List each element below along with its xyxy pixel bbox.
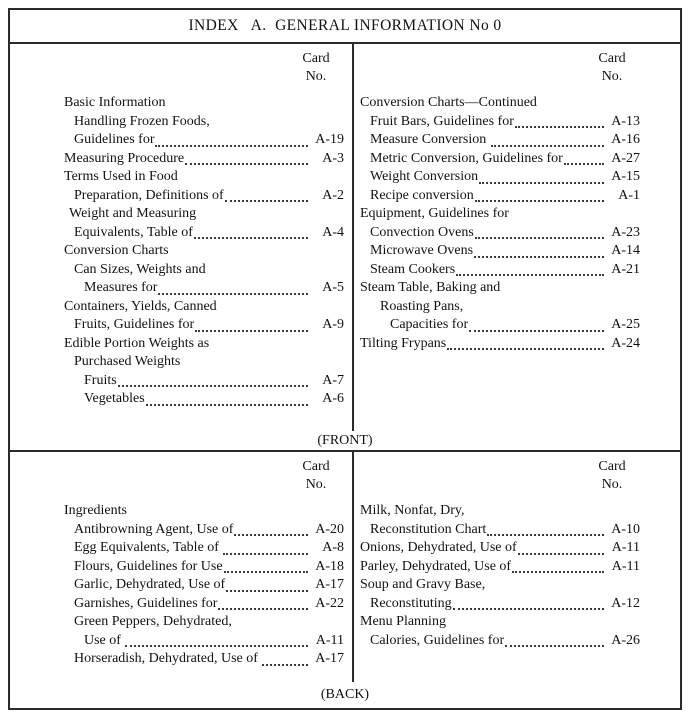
- dot-leader: [474, 256, 604, 258]
- card-number: A-18: [315, 558, 344, 574]
- card-number: A-20: [315, 521, 344, 537]
- card-number: A-21: [611, 261, 640, 277]
- index-entry: [64, 168, 344, 187]
- entry-title: Parley, Dehydrated, Use of: [360, 558, 512, 574]
- card-number: A-11: [315, 632, 344, 648]
- entry-title: Guidelines for: [74, 132, 155, 147]
- dot-leader: [518, 553, 604, 555]
- index-entry: [64, 595, 344, 614]
- index-entry: [64, 131, 344, 150]
- entry-title: Antibrowning Agent, Use of: [74, 521, 234, 537]
- index-entry: [360, 94, 640, 113]
- front-left-entries: [64, 94, 344, 409]
- card-number: A-7: [322, 372, 344, 388]
- card-number: A-16: [611, 132, 640, 147]
- entry-title: Can Sizes, Weights and: [74, 261, 206, 277]
- entry-title: Roasting Pans,: [380, 298, 464, 314]
- index-entry: [64, 150, 344, 169]
- entry-title: Equipment, Guidelines for: [360, 206, 509, 221]
- card-number: A-9: [322, 317, 344, 332]
- index-entry: [64, 279, 344, 298]
- index-entry: [64, 558, 344, 577]
- card-header-line1: Card: [598, 51, 626, 66]
- card-number: A-17: [315, 577, 344, 592]
- document-title-bar: [10, 10, 680, 44]
- dot-leader: [456, 274, 604, 276]
- card-number: A-19: [315, 132, 344, 147]
- card-header-line2: No.: [601, 69, 623, 84]
- entry-title: Garnishes, Guidelines for: [74, 595, 218, 611]
- index-entry: [360, 224, 640, 243]
- index-entry: [64, 632, 344, 651]
- back-right-column: [354, 452, 680, 682]
- index-entry: [64, 335, 344, 354]
- entry-title: Edible Portion Weights as: [64, 335, 210, 351]
- card-number: A-2: [322, 187, 344, 203]
- front-right-entries: [360, 94, 640, 353]
- entry-title: Tilting Frypans: [360, 335, 447, 351]
- back-left-column: [10, 452, 354, 682]
- entry-title: Basic Information: [64, 95, 166, 110]
- index-entry: [64, 242, 344, 261]
- card-number: A-17: [315, 651, 344, 666]
- entry-title: Metric Conversion, Guidelines for: [370, 150, 563, 166]
- index-entry: [64, 94, 344, 113]
- dot-leader: [447, 348, 604, 350]
- dot-leader: [262, 664, 308, 666]
- index-entry: [360, 279, 640, 298]
- dot-leader: [224, 571, 308, 573]
- entry-title: Fruits, Guidelines for: [74, 317, 195, 332]
- entry-title: Fruits: [84, 372, 117, 388]
- card-number: A-22: [315, 595, 344, 611]
- card-header-line2: No.: [601, 477, 623, 492]
- index-entry: [64, 502, 344, 521]
- entry-title: Measure Conversion: [370, 132, 490, 147]
- card-number: A-14: [611, 243, 640, 258]
- index-entry: [360, 205, 640, 224]
- entry-title: Reconstituting: [370, 595, 452, 611]
- card-no-header: [360, 50, 640, 86]
- entry-title: Weight and Measuring: [69, 206, 197, 221]
- dot-leader: [469, 330, 604, 332]
- index-entry: [360, 539, 640, 558]
- card-number: A-8: [322, 540, 344, 555]
- dot-leader: [453, 608, 604, 610]
- dot-leader: [226, 590, 308, 592]
- index-entry: [360, 595, 640, 614]
- index-entry: [64, 261, 344, 280]
- card-header-line2: No.: [305, 477, 327, 492]
- index-entry: [64, 353, 344, 372]
- entry-title: Steam Cookers: [370, 261, 456, 277]
- dot-leader: [479, 182, 604, 184]
- dot-leader: [195, 330, 308, 332]
- entry-title: Egg Equivalents, Table of: [74, 540, 223, 555]
- entry-title: Terms Used in Food: [64, 169, 178, 184]
- index-entry: [360, 335, 640, 354]
- card-number: A-24: [611, 335, 640, 351]
- entry-title: Fruit Bars, Guidelines for: [370, 113, 514, 129]
- index-entry: [360, 632, 640, 651]
- card-number: A-11: [611, 540, 640, 555]
- card-header-line1: Card: [302, 51, 330, 66]
- dot-leader: [475, 237, 604, 239]
- entry-title: Measures for: [84, 280, 158, 295]
- entry-title: Containers, Yields, Canned: [64, 298, 217, 314]
- index-entry: [360, 521, 640, 540]
- card-no-header: [64, 458, 344, 494]
- back-caption: (BACK): [320, 687, 370, 702]
- entry-title: Conversion Charts: [64, 243, 169, 258]
- card-number: A-27: [611, 150, 640, 166]
- card-number: A-11: [611, 558, 640, 574]
- dot-leader: [225, 200, 308, 202]
- index-entry: [360, 113, 640, 132]
- entry-title: Horseradish, Dehydrated, Use of: [74, 651, 262, 666]
- card-no-header: [64, 50, 344, 86]
- card-number: A-23: [611, 224, 640, 240]
- dot-leader: [125, 645, 308, 647]
- dot-leader: [505, 645, 604, 647]
- dot-leader: [158, 293, 308, 295]
- index-entry: [360, 131, 640, 150]
- card-header-line1: Card: [302, 459, 330, 474]
- dot-leader: [491, 145, 604, 147]
- entry-title: Milk, Nonfat, Dry,: [360, 503, 465, 518]
- index-entry: [360, 502, 640, 521]
- index-entry: [64, 205, 344, 224]
- card-number: A-12: [611, 595, 640, 611]
- entry-title: Convection Ovens: [370, 224, 474, 240]
- dot-leader: [194, 237, 308, 239]
- entry-title: Ingredients: [64, 503, 127, 518]
- entry-title: Reconstitution Chart: [370, 521, 487, 537]
- index-entry: [64, 390, 344, 409]
- entry-title: Recipe conversion: [370, 187, 474, 203]
- index-entry: [64, 650, 344, 669]
- index-entry: [64, 576, 344, 595]
- entry-title: Conversion Charts—Continued: [360, 95, 537, 110]
- back-right-entries: [360, 502, 640, 650]
- index-entry: [64, 521, 344, 540]
- entry-title: Garlic, Dehydrated, Use of: [74, 577, 226, 592]
- index-entry: [360, 316, 640, 335]
- dot-leader: [234, 534, 308, 536]
- dot-leader: [223, 553, 308, 555]
- entry-title: Handling Frozen Foods,: [74, 113, 210, 129]
- entry-title: Calories, Guidelines for: [370, 632, 505, 648]
- index-entry: [64, 372, 344, 391]
- card-number: A-13: [611, 113, 640, 129]
- back-left-entries: [64, 502, 344, 669]
- index-entry: [360, 242, 640, 261]
- index-entry: [64, 539, 344, 558]
- front-left-column: [10, 44, 354, 431]
- index-entry: [360, 576, 640, 595]
- entry-title: Microwave Ovens: [370, 243, 474, 258]
- entry-title: Equivalents, Table of: [74, 224, 193, 240]
- index-entry: [360, 187, 640, 206]
- index-entry: [64, 298, 344, 317]
- index-entry: [360, 558, 640, 577]
- dot-leader: [218, 608, 308, 610]
- card-no-header: [360, 458, 640, 494]
- card-number: A-6: [322, 391, 344, 406]
- page-title: INDEX A. GENERAL INFORMATION No 0: [188, 17, 502, 34]
- card-number: A-15: [611, 169, 640, 184]
- card-number: A-25: [611, 317, 640, 332]
- entry-title: Onions, Dehydrated, Use of: [360, 540, 517, 555]
- entry-title: Use of: [84, 632, 125, 648]
- entry-title: Flours, Guidelines for Use: [74, 558, 223, 574]
- index-entry: [360, 298, 640, 317]
- entry-title: Steam Table, Baking and: [360, 280, 501, 295]
- card-number: A-3: [322, 150, 344, 166]
- card-number: A-10: [611, 521, 640, 537]
- dot-leader: [475, 200, 604, 202]
- card-header-line1: Card: [598, 459, 626, 474]
- index-entry: [64, 224, 344, 243]
- card-number: A-26: [611, 632, 640, 648]
- entry-title: Menu Planning: [360, 614, 446, 629]
- dot-leader: [146, 404, 308, 406]
- dot-leader: [512, 571, 604, 573]
- front-caption: (FRONT): [10, 431, 680, 452]
- entry-title: Weight Conversion: [370, 169, 479, 184]
- card-number: A-1: [618, 187, 640, 203]
- dot-leader: [564, 163, 604, 165]
- entry-title: Green Peppers, Dehydrated,: [74, 614, 232, 629]
- dot-leader: [185, 163, 308, 165]
- index-card-document: [8, 8, 682, 710]
- index-entry: [360, 168, 640, 187]
- index-entry: [64, 613, 344, 632]
- dot-leader: [155, 145, 308, 147]
- card-number: A-4: [322, 224, 344, 240]
- entry-title: Soup and Gravy Base,: [360, 577, 486, 592]
- index-entry: [64, 187, 344, 206]
- dot-leader: [515, 126, 604, 128]
- index-entry: [64, 113, 344, 132]
- entry-title: Vegetables: [84, 391, 145, 406]
- index-entry: [360, 261, 640, 280]
- card-number: A-5: [322, 280, 344, 295]
- dot-leader: [487, 534, 604, 536]
- dot-leader: [118, 385, 308, 387]
- index-entry: [360, 613, 640, 632]
- card-header-line2: No.: [305, 69, 327, 84]
- front-section: [10, 44, 680, 431]
- front-right-column: [354, 44, 680, 431]
- index-entry: [360, 150, 640, 169]
- entry-title: Purchased Weights: [74, 354, 181, 369]
- entry-title: Capacities for: [390, 317, 469, 332]
- entry-title: Preparation, Definitions of: [74, 187, 224, 203]
- entry-title: Measuring Procedure: [64, 150, 185, 166]
- back-section: [10, 452, 680, 682]
- index-entry: [64, 316, 344, 335]
